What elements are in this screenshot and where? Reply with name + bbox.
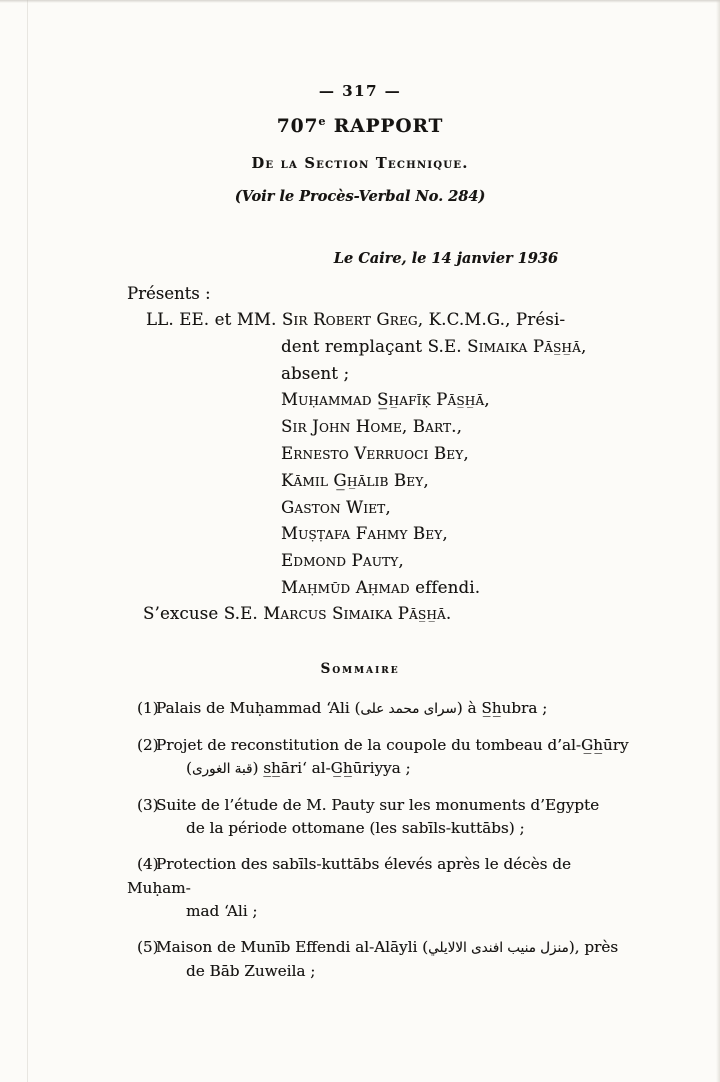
attendee-name: Muḥammad S̲h̲afīḳ Pās̲h̲ā, (281, 390, 490, 410)
attendee-line-prefix: LL. EE. et MM. (146, 310, 282, 329)
attendee-line-suffix: effendi. (409, 577, 481, 597)
attendee-line (0, 575, 720, 602)
sommaire-item-line (127, 900, 632, 924)
attendee-name: Simaika Pās̲h̲ā (467, 336, 581, 356)
report-title-word: RAPPORT (326, 116, 444, 138)
attendee-line: absent ; (281, 363, 350, 383)
attendees-list (0, 307, 720, 602)
sommaire-item-number: (1) (137, 699, 159, 717)
report-title (0, 115, 720, 137)
excuse-line (143, 604, 451, 623)
presents-label: Présents : (127, 284, 211, 303)
sommaire-item-text: Maison de Munīb Effendi al-Alāyli ( (156, 937, 429, 956)
sommaire-item-text: Palais de Muḥammad ‘Ali ( (156, 699, 361, 717)
arabic-text: منزل منيب افندى الالايلي (428, 939, 569, 956)
sommaire-item-number: (2) (137, 735, 159, 754)
sommaire-item (127, 734, 632, 782)
arabic-text: قبة الغورى (191, 761, 253, 778)
sommaire-item-number: (3) (137, 795, 159, 814)
sommaire-item (127, 853, 632, 924)
attendee-name: Edmond Pauty, (281, 551, 404, 571)
attendee-name: Kāmil G̲h̲ālib Bey, (281, 470, 429, 490)
attendee-name: Muṣṭafa Fahmy Bey, (281, 524, 448, 544)
sommaire-item-line (127, 853, 632, 900)
sommaire-item-line (127, 960, 632, 984)
sommaire-item (127, 936, 632, 984)
attendee-name: Sir Robert Greg (281, 310, 418, 329)
report-subtitle: De la Section Technique. (251, 155, 469, 172)
sommaire-item-text: ) à S̲h̲ubra ; (456, 699, 548, 717)
sommaire-item-number: (5) (137, 937, 159, 956)
sommaire-item-line (127, 794, 632, 818)
sommaire-heading: Sommaire (320, 661, 400, 677)
attendee-name: Ernesto Verruoci Bey, (281, 443, 469, 463)
excused-name: Marcus Simaika Pās̲h̲ā (263, 604, 446, 623)
sommaire-item (127, 794, 632, 841)
attendee-line (0, 334, 720, 361)
page-number: — 317 — (318, 82, 402, 100)
attendee-name: Sir John Home, Bart., (281, 417, 463, 437)
sommaire-item-text: Projet de reconstitution de la coupole du tombeau d’al-G̲h̲ūry (156, 735, 629, 754)
sommaire-item-text: de Bāb Zuweila ; (186, 962, 316, 981)
attendee-line-suffix: , (580, 336, 587, 356)
sommaire-item-text: ( (186, 759, 192, 778)
scan-edge-top (0, 0, 720, 3)
proces-verbal-reference: (Voir le Procès-Verbal No. 284) (234, 188, 486, 205)
sommaire-item-number: (4) (137, 854, 159, 873)
attendee-line (0, 307, 720, 334)
report-title-number: 707 (276, 116, 319, 138)
sommaire-item-line (127, 697, 632, 722)
attendee-line-prefix: dent remplaçant S.E. (281, 336, 468, 356)
sommaire-item-line (127, 936, 632, 961)
attendee-line-suffix: , K.C.M.G., Prési- (417, 310, 566, 329)
sommaire-item-line (127, 757, 632, 782)
sommaire-item-line (127, 734, 632, 758)
sommaire-item-text: ), près (568, 937, 619, 956)
attendee-name: Gaston Wiet, (281, 497, 391, 517)
sommaire-item-text: ) s̲h̲āri‘ al-G̲h̲ūriyya ; (252, 759, 411, 778)
report-title-ordinal: e (318, 115, 327, 128)
sommaire-item-text: Protection des sabīls-kuttābs élevés après le décès de Muḥam- (127, 854, 571, 897)
dateline: Le Caire, le 14 janvier 1936 (333, 250, 558, 267)
sommaire-list (127, 697, 632, 996)
sommaire-item-text: de la période ottomane (les sabīls-kuttābs) ; (186, 819, 525, 838)
excuse-prefix: S’excuse S.E. (143, 604, 264, 623)
sommaire-item-text: Suite de l’étude de M. Pauty sur les monuments d’Egypte (156, 795, 600, 814)
sommaire-item (127, 697, 632, 722)
sommaire-item-line (127, 817, 632, 841)
attendee-name: Maḥmūd Aḥmad (281, 577, 410, 597)
sommaire-item-text: mad ‘Ali ; (186, 902, 258, 921)
arabic-text: سراى محمد على (360, 701, 457, 717)
excuse-suffix: . (445, 604, 452, 623)
